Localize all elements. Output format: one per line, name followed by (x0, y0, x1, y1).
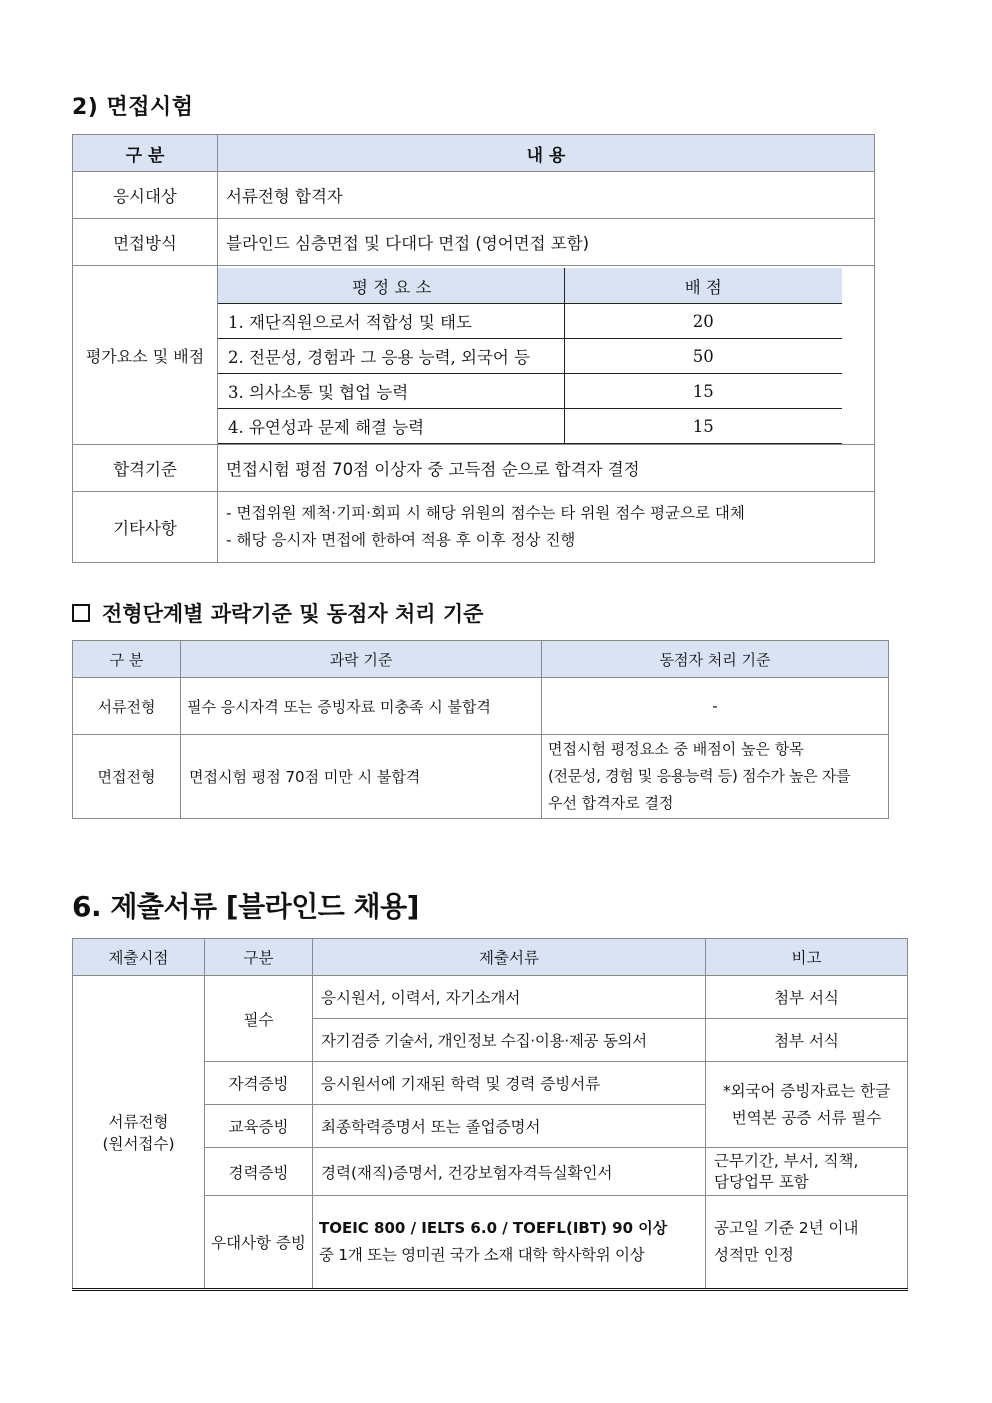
method-value: 블라인드 심층면접 및 다대다 면접 (영어면접 포함) (218, 219, 875, 266)
etc-line: - 면접위원 제척·기피·회피 시 해당 위원의 점수는 타 위원 점수 평균으로 대체 (226, 504, 745, 522)
eval-item: 1. 재단직원으로서 적합성 및 태도 (218, 304, 564, 339)
header-tie: 동점자 처리 기준 (542, 641, 889, 678)
qualification-doc: 응시원서에 기재된 학력 및 경력 증빙서류 (313, 1062, 706, 1105)
eval-item: 2. 전문성, 경험과 그 응용 능력, 외국어 등 (218, 339, 564, 374)
etc-label: 기타사항 (73, 492, 218, 563)
eval-label: 평가요소 및 배점 (73, 266, 218, 445)
header-cutoff: 과락 기준 (181, 641, 542, 678)
eval-score: 20 (564, 304, 842, 339)
documents-section-title: 6. 제출서류 [블라인드 채용] (72, 890, 419, 923)
method-label: 면접방식 (73, 219, 218, 266)
header-notes: 비고 (706, 939, 908, 976)
cutoff-value: 필수 응시자격 또는 증빙자료 미충족 시 불합격 (181, 678, 542, 735)
eval-score: 15 (564, 409, 842, 444)
timing-cell: 서류전형 (원서접수) (73, 976, 205, 1290)
qualification-label: 자격증빙 (205, 1062, 313, 1105)
etc-line: - 해당 응시자 면접에 한하여 적용 후 이후 정상 진행 (226, 531, 576, 549)
required-label: 필수 (205, 976, 313, 1062)
etc-value (218, 492, 875, 563)
header-category: 구분 (205, 939, 313, 976)
criteria-table (72, 640, 889, 819)
pass-label: 합격기준 (73, 445, 218, 492)
cutoff-value: 면접시험 평점 70점 미만 시 불합격 (181, 735, 542, 819)
stage-label: 면접전형 (73, 735, 181, 819)
eval-item: 4. 유연성과 문제 해결 능력 (218, 409, 564, 444)
required-doc: 응시원서, 이력서, 자기소개서 (313, 976, 706, 1019)
education-doc: 최종학력증명서 또는 졸업증명서 (313, 1105, 706, 1148)
stage-label: 서류전형 (73, 678, 181, 735)
career-note: 근무기간, 부서, 직책, 담당업무 포함 (706, 1148, 908, 1196)
tie-value: - (542, 678, 889, 735)
preference-label: 우대사항 증빙 (205, 1196, 313, 1290)
checkbox-square-icon (72, 604, 90, 622)
documents-table (72, 938, 908, 1291)
pass-value: 면접시험 평점 70점 이상자 중 고득점 순으로 합격자 결정 (218, 445, 875, 492)
tie-value: 면접시험 평정요소 중 배점이 높은 항목 (전문성, 경험 및 응용능력 등) 점수가 높은 자를 우선 합격자로 결정 (542, 735, 889, 819)
education-label: 교육증빙 (205, 1105, 313, 1148)
target-label: 응시대상 (73, 172, 218, 219)
criteria-section-title: 전형단계별 과락기준 및 동점자 처리 기준 (72, 598, 483, 628)
required-doc: 자기검증 기술서, 개인정보 수집·이용·제공 동의서 (313, 1019, 706, 1062)
required-note: 첨부 서식 (706, 1019, 908, 1062)
header-documents: 제출서류 (313, 939, 706, 976)
foreign-language-note: *외국어 증빙자료는 한글 번역본 공증 서류 필수 (706, 1062, 908, 1148)
interview-table (72, 134, 875, 563)
eval-header-score: 배 점 (564, 268, 842, 304)
eval-header-item: 평 정 요 소 (218, 268, 564, 304)
header-category: 구 분 (73, 135, 218, 172)
preference-doc: TOEIC 800 / IELTS 6.0 / TOEFL(IBT) 90 이상 중 1개 또는 영미권 국가 소재 대학 학사학위 이상 (313, 1196, 706, 1290)
eval-cell (218, 266, 875, 445)
preference-note: 공고일 기준 2년 이내 성적만 인정 (706, 1196, 908, 1290)
career-doc: 경력(재직)증명서, 건강보험자격득실확인서 (313, 1148, 706, 1196)
eval-table (218, 268, 842, 444)
target-value: 서류전형 합격자 (218, 172, 875, 219)
eval-item: 3. 의사소통 및 협업 능력 (218, 374, 564, 409)
eval-score: 50 (564, 339, 842, 374)
interview-section-title: 2) 면접시험 (72, 95, 194, 120)
header-timing: 제출시점 (73, 939, 205, 976)
required-note: 첨부 서식 (706, 976, 908, 1019)
header-content: 내 용 (218, 135, 875, 172)
career-label: 경력증빙 (205, 1148, 313, 1196)
eval-score: 15 (564, 374, 842, 409)
header-category: 구 분 (73, 641, 181, 678)
